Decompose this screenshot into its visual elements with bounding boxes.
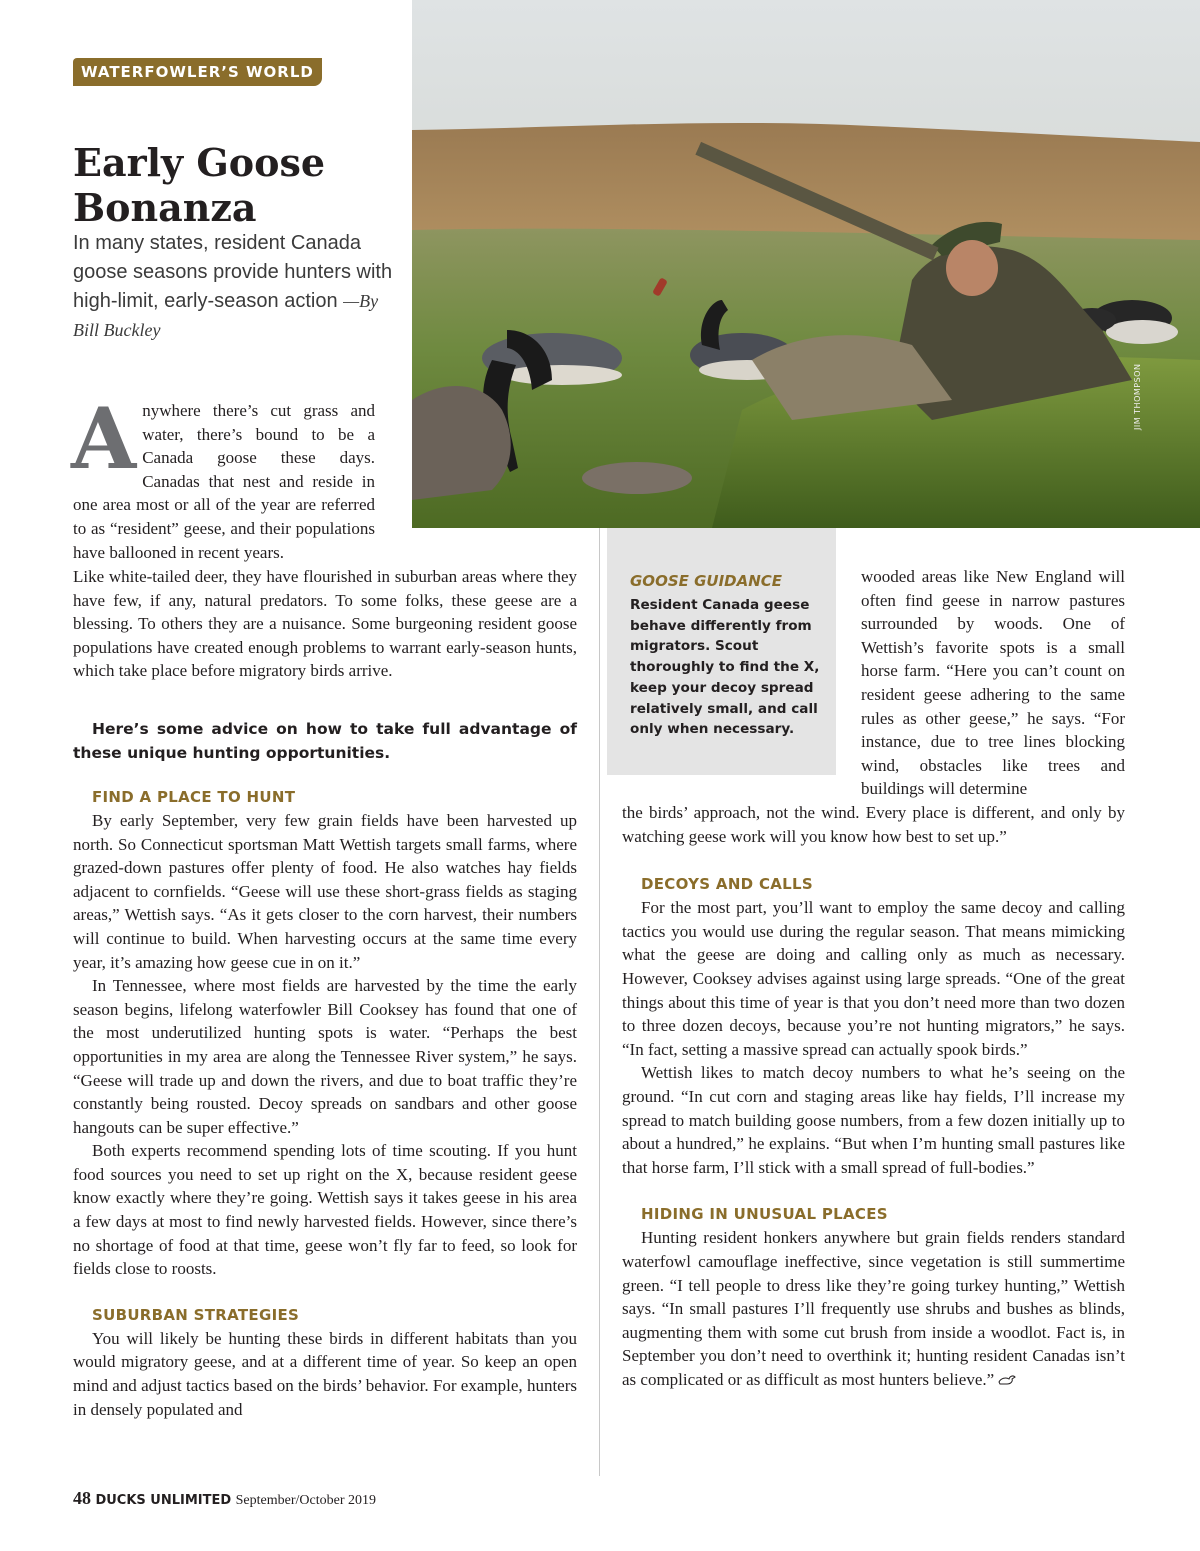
intro-text-rest: Like white-tailed deer, they have flourished in suburban areas where they have few, if any, natural predators. To some folks, these geese are a blessing. To others they are a nuisance. Some burgeoning resident goose populations have created enough problems to warrant early-season hunts, which take place before migratory birds arrive. — [73, 567, 577, 681]
subhead-suburban: SUBURBAN STRATEGIES — [92, 1305, 300, 1324]
column-divider — [599, 528, 600, 1476]
subhead-find-place: FIND A PLACE TO HUNT — [92, 787, 296, 806]
decoys-paragraph-1: For the most part, you’ll want to employ the same decoy and calling tactics you would use during the regular season. That means mimicking what the geese are doing and calling only as much as necessary. However, Cooksey advises against using large spreads. “One of the great things about this time of year is that you don’t need more than two dozen to three dozen decoys, because you’re not hunting migrators,” he says. “In fact, setting a massive spread can actually spook birds.” — [622, 898, 1125, 1059]
article-title: Early Goose Bonanza — [73, 140, 326, 230]
left-column — [73, 565, 577, 1421]
suburban-paragraph-1: You will likely be hunting these birds in different habitats than you would migratory geese, and at a different time of year. So keep an open mind and adjust tactics based on the birds’ behavior. For example, hunters in densely populated and — [73, 1328, 577, 1419]
intro-text-top: nywhere there’s cut grass and water, there’s bound to be a Canada goose these days. Canadas that nest and reside in one area most or all of the year are referred to as “resident” geese, and their populations have ballooned in recent years. — [73, 401, 375, 562]
section-kicker: WATERFOWLER’S WORLD — [73, 58, 322, 86]
find-paragraph-3: Both experts recommend spending lots of time scouting. If you hunt food sources you need to set up right on the X, because resident geese know exactly where they’re going. Wettish says it takes geese in his area a few days at most to find newly harvested fields. However, since there’s no shortage of food at that time, geese won’t fly far to feed, so look for fields close to roosts. — [73, 1141, 577, 1279]
page-footer — [73, 1488, 376, 1509]
suburban-cont-full: the birds’ approach, not the wind. Every place is different, and only by watching geese work will you know how best to set up.” — [622, 803, 1125, 846]
lead-paragraph: Here’s some advice on how to take full advantage of these unique hunting opportunities. — [73, 719, 577, 762]
intro-paragraph-top — [71, 389, 375, 564]
suburban-continued-side — [861, 565, 1125, 801]
photo-credit: JIM THOMPSON — [1133, 363, 1142, 430]
subhead-decoys: DECOYS AND CALLS — [641, 875, 813, 894]
drop-cap: A — [71, 389, 137, 488]
publication-name: DUCKS UNLIMITED — [95, 1493, 232, 1508]
sidebar-text: Resident Canada geese behave differently from migrators. Scout thoroughly to find the X, keep your decoy spread relatively small, and call only when necessary. — [630, 597, 820, 738]
hiding-paragraph-1 — [622, 1226, 1125, 1391]
end-duck-icon — [998, 1374, 1016, 1386]
find-paragraph-1: By early September, very few grain fields have been harvested up north. So Connecticut sportsman Matt Wettish targets small farms, where grazed-down pastures offer plenty of food. He also watches hay fields adjacent to cornfields. “Geese will use these short-grass fields as staging areas,” Wettish says. “As it gets closer to the corn harvest, their numbers will continue to build. When harvesting occurs at the same time every year, it’s amazing how geese cue in on it.” — [73, 810, 577, 972]
byline: —By Bill Buckley — [73, 291, 379, 340]
article-deck — [73, 229, 403, 345]
sidebar-title: GOOSE GUIDANCE — [630, 572, 783, 590]
issue-date: September/October 2019 — [235, 1493, 376, 1508]
subhead-hiding: HIDING IN UNUSUAL PLACES — [641, 1205, 888, 1224]
right-column — [622, 801, 1125, 1391]
decoys-paragraph-2: Wettish likes to match decoy numbers to what he’s seeing on the ground. “In cut corn and staging areas like hay fields, I’ll increase my spread to match building goose numbers, from a few dozen initially up to about a hundred,” he explains. “But when I’m hunting small pastures like that horse farm, I’ll stick with a small spread of full-bodies.” — [622, 1063, 1125, 1177]
hiding-text: Hunting resident honkers anywhere but grain fields renders standard waterfowl camouflage ineffective, since vegetation is still summertime green. “I tell people to dress like they’re going turkey hunting,” Wettish says. “In small pastures I’ll frequently use shrubs and bushes as blinds, augmenting them with some cut brush from inside a woodlot. Fact is, in September you don’t need to overthink it; hunting resident Canadas isn’t as complicated or as difficult as most hunters believe.” — [622, 1228, 1125, 1389]
suburban-cont-side: wooded areas like New England will often find geese in narrow pastures surrounded by woods. One of Wettish’s favorite spots is a small horse farm. “Here you can’t count on resident geese adhering to the same rules as other geese,” he says. “For instance, due to tree lines blocking wind, obstacles like trees and buildings will determine — [861, 567, 1125, 799]
find-paragraph-2: In Tennessee, where most fields are harvested by the time the early season begins, lifelong waterfowler Bill Cooksey has found that one of the most underutilized hunting spots is water. “Perhaps the best opportunities in my area are along the Tennessee River system,” he says. “Geese will trade up and down the rivers, and due to boat traffic they’re constantly being rousted. Decoy spreads on sandbars and other goose hangouts can be super effective.” — [73, 976, 577, 1137]
goose-hunter-photo — [412, 0, 1200, 528]
deck-text: In many states, resident Canada goose seasons provide hunters with high-limit, early-season action — [73, 232, 393, 312]
page-number: 48 — [73, 1488, 91, 1508]
